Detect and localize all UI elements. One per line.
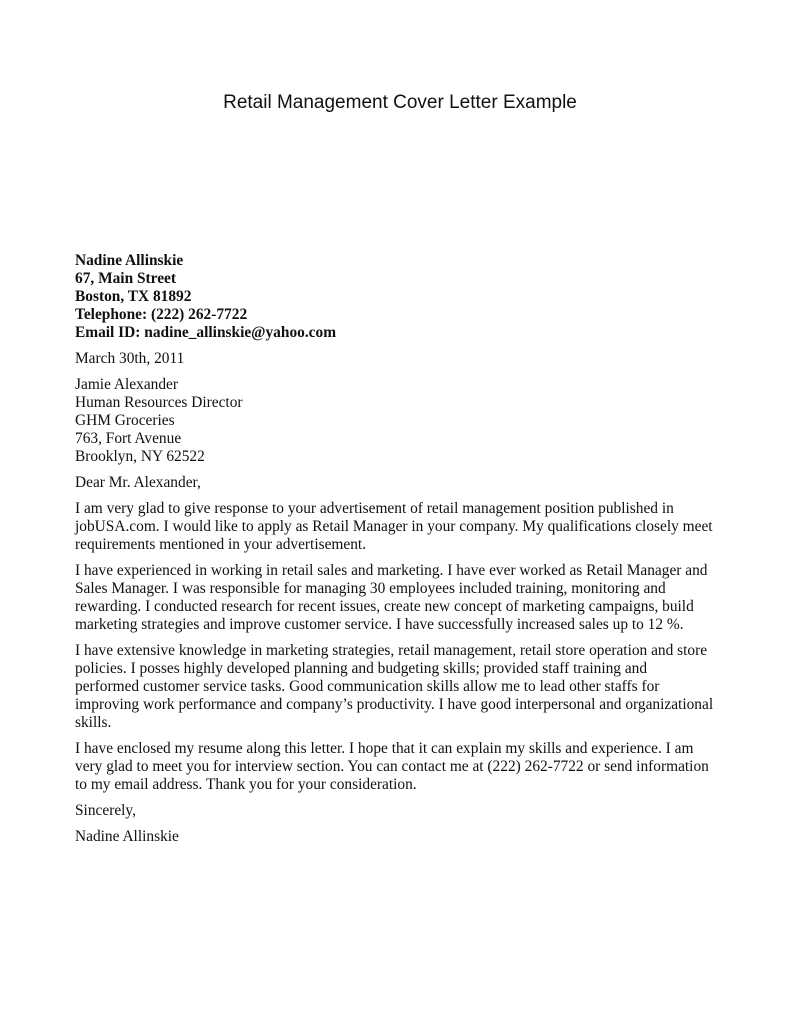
sender-street: 67, Main Street	[75, 270, 177, 287]
sender-city: Boston, TX 81892	[75, 288, 192, 305]
recipient-street: 763, Fort Avenue	[75, 430, 182, 447]
paragraph-line: I am very glad to give response to your advertisement of retail management position published in	[75, 500, 674, 517]
document-title: Retail Management Cover Letter Example	[223, 92, 577, 113]
paragraph-line: very glad to meet you for interview section. You can contact me at (222) 262-7722 or send information	[75, 758, 709, 775]
paragraph-1	[75, 500, 735, 554]
recipient-city: Brooklyn, NY 62522	[75, 448, 205, 465]
sender-name: Nadine Allinskie	[75, 252, 184, 269]
sender-email: Email ID: nadine_allinskie@yahoo.com	[75, 324, 337, 341]
recipient-title: Human Resources Director	[75, 394, 243, 411]
closing: Sincerely,	[75, 802, 136, 819]
sender-address	[75, 252, 735, 342]
sender-telephone: Telephone: (222) 262-7722	[75, 306, 248, 323]
salutation: Dear Mr. Alexander,	[75, 474, 201, 491]
paragraph-3	[75, 642, 735, 732]
paragraph-line: I have enclosed my resume along this letter. I hope that it can explain my skills and experience. I am	[75, 740, 694, 757]
paragraph-line: to my email address. Thank you for your consideration.	[75, 776, 417, 793]
paragraph-line: I have experienced in working in retail sales and marketing. I have ever worked as Retail Manager and	[75, 562, 708, 579]
paragraph-line: marketing strategies and improve customer service. I have successfully increased sales up to 12 %.	[75, 616, 684, 633]
paragraph-line: I have extensive knowledge in marketing strategies, retail management, retail store operation and store	[75, 642, 708, 659]
paragraph-line: performed customer service tasks. Good communication skills allow me to lead other staffs for	[75, 678, 660, 695]
recipient-address	[75, 376, 735, 466]
paragraph-line: requirements mentioned in your advertisement.	[75, 536, 367, 553]
paragraph-line: rewarding. I conducted research for recent issues, create new concept of marketing campaigns, build	[75, 598, 694, 615]
paragraph-line: improving work performance and company’s productivity. I have good interpersonal and organizational	[75, 696, 714, 713]
paragraph-4	[75, 740, 735, 794]
paragraph-line: jobUSA.com. I would like to apply as Retail Manager in your company. My qualifications closely meet	[75, 518, 713, 535]
paragraph-line: skills.	[75, 714, 112, 731]
letter-body	[75, 252, 735, 854]
paragraph-line: Sales Manager. I was responsible for managing 30 employees included training, monitoring and	[75, 580, 666, 597]
letter-date: March 30th, 2011	[75, 350, 185, 367]
recipient-company: GHM Groceries	[75, 412, 175, 429]
paragraph-2	[75, 562, 735, 634]
paragraph-line: policies. I posses highly developed planning and budgeting skills; provided staff training and	[75, 660, 648, 677]
signature: Nadine Allinskie	[75, 828, 179, 845]
recipient-name: Jamie Alexander	[75, 376, 178, 393]
